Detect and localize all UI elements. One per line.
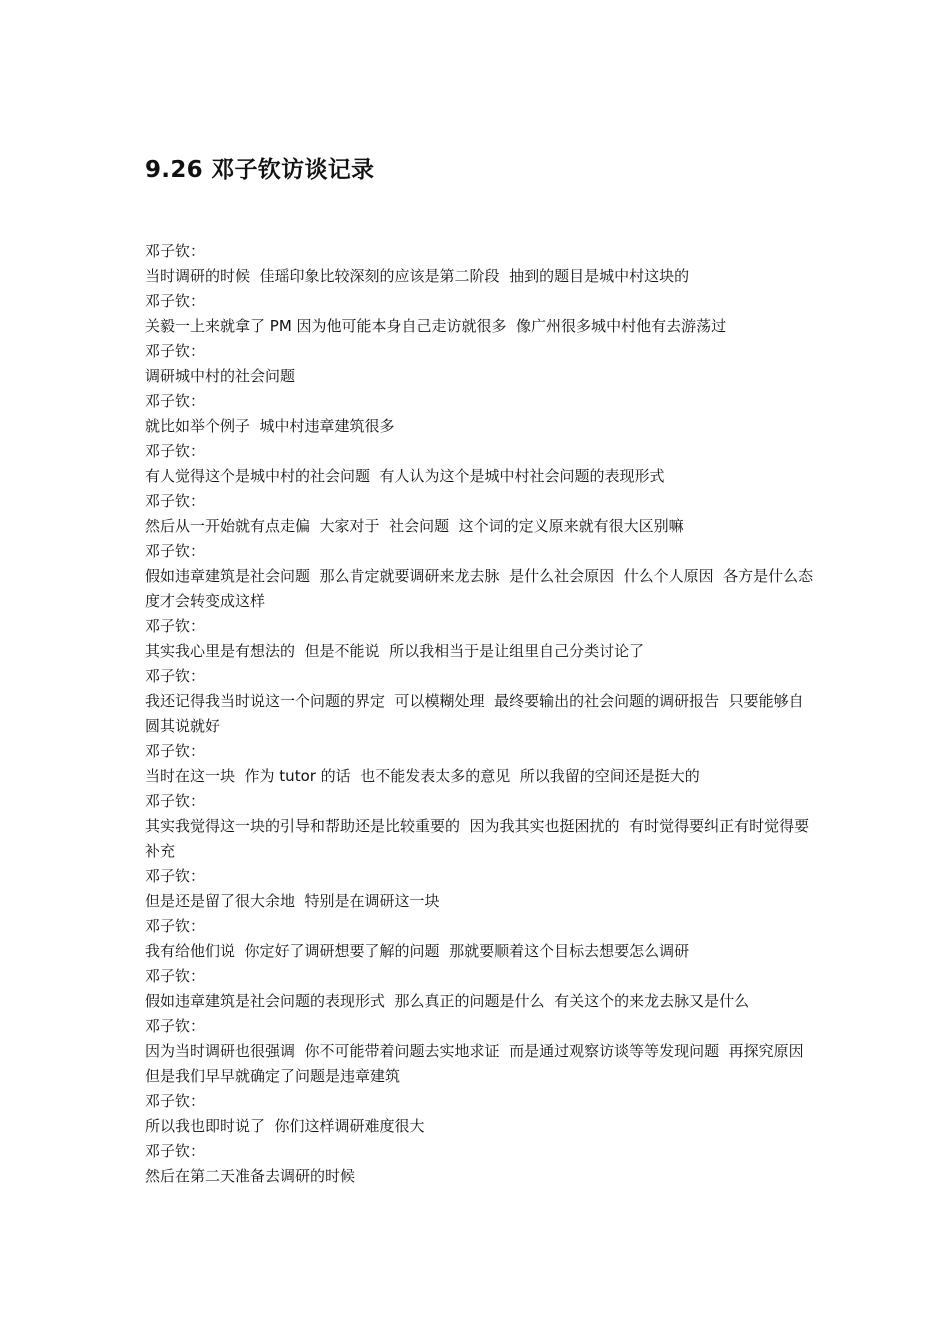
speaker-label: 邓子钦： <box>145 917 206 935</box>
speaker-label: 邓子钦： <box>145 1017 206 1035</box>
transcript-entry <box>145 614 815 664</box>
speaker-label: 邓子钦： <box>145 292 206 310</box>
speaker-label: 邓子钦： <box>145 967 206 985</box>
utterance-text: 其实我觉得这一块的引导和帮助还是比较重要的 因为我其实也挺困扰的 有时觉得要纠正有时觉得要补充 <box>145 817 810 860</box>
transcript-entry <box>145 1014 815 1089</box>
utterance-text: 假如违章建筑是社会问题的表现形式 那么真正的问题是什么 有关这个的来龙去脉又是什么 <box>145 992 750 1010</box>
speaker-label: 邓子钦： <box>145 1142 206 1160</box>
speaker-label: 邓子钦： <box>145 742 206 760</box>
utterance-text: 关毅一上来就拿了 PM 因为他可能本身自己走访就很多 像广州很多城中村他有去游荡过 <box>145 317 727 335</box>
transcript-entry <box>145 439 815 489</box>
transcript-entry <box>145 664 815 739</box>
utterance-text: 调研城中村的社会问题 <box>145 367 296 385</box>
speaker-label: 邓子钦： <box>145 392 206 410</box>
utterance-text: 当时在这一块 作为 tutor 的话 也不能发表太多的意见 所以我留的空间还是挺大的 <box>145 767 700 785</box>
transcript-entry <box>145 489 815 539</box>
speaker-label: 邓子钦： <box>145 1092 206 1110</box>
transcript-entry <box>145 339 815 389</box>
transcript-entry <box>145 914 815 964</box>
document-title: 9.26 邓子钦访谈记录 <box>145 157 375 183</box>
utterance-text: 因为当时调研也很强调 你不可能带着问题去实地求证 而是通过观察访谈等等发现问题 再探究原因 但是我们早早就确定了问题是违章建筑 <box>145 1042 814 1085</box>
transcript-entry <box>145 1139 815 1189</box>
speaker-label: 邓子钦： <box>145 667 206 685</box>
speaker-label: 邓子钦： <box>145 867 206 885</box>
transcript <box>145 239 815 1189</box>
utterance-text: 就比如举个例子 城中村违章建筑很多 <box>145 417 395 435</box>
speaker-label: 邓子钦： <box>145 617 206 635</box>
transcript-entry <box>145 389 815 439</box>
transcript-entry <box>145 1089 815 1139</box>
utterance-text: 当时调研的时候 佳瑶印象比较深刻的应该是第二阶段 抽到的题目是城中村这块的 <box>145 267 690 285</box>
transcript-entry <box>145 789 815 864</box>
transcript-entry <box>145 239 815 289</box>
speaker-label: 邓子钦： <box>145 442 206 460</box>
utterance-text: 假如违章建筑是社会问题 那么肯定就要调研来龙去脉 是什么社会原因 什么个人原因 各方是什么态度才会转变成这样 <box>145 567 814 610</box>
utterance-text: 然后在第二天准备去调研的时候 <box>145 1167 356 1185</box>
utterance-text: 其实我心里是有想法的 但是不能说 所以我相当于是让组里自己分类讨论了 <box>145 642 645 660</box>
utterance-text: 所以我也即时说了 你们这样调研难度很大 <box>145 1117 425 1135</box>
transcript-entry <box>145 739 815 789</box>
speaker-label: 邓子钦： <box>145 542 206 560</box>
speaker-label: 邓子钦： <box>145 342 206 360</box>
utterance-text: 有人觉得这个是城中村的社会问题 有人认为这个是城中村社会问题的表现形式 <box>145 467 665 485</box>
transcript-entry <box>145 289 815 339</box>
transcript-entry <box>145 964 815 1014</box>
utterance-text: 我还记得我当时说这一个问题的界定 可以模糊处理 最终要输出的社会问题的调研报告 只要能够自圆其说就好 <box>145 692 804 735</box>
speaker-label: 邓子钦： <box>145 792 206 810</box>
speaker-label: 邓子钦： <box>145 242 206 260</box>
speaker-label: 邓子钦： <box>145 492 206 510</box>
utterance-text: 但是还是留了很大余地 特别是在调研这一块 <box>145 892 440 910</box>
utterance-text: 我有给他们说 你定好了调研想要了解的问题 那就要顺着这个目标去想要怎么调研 <box>145 942 690 960</box>
transcript-entry <box>145 864 815 914</box>
transcript-entry <box>145 539 815 614</box>
utterance-text: 然后从一开始就有点走偏 大家对于 社会问题 这个词的定义原来就有很大区别嘛 <box>145 517 684 535</box>
